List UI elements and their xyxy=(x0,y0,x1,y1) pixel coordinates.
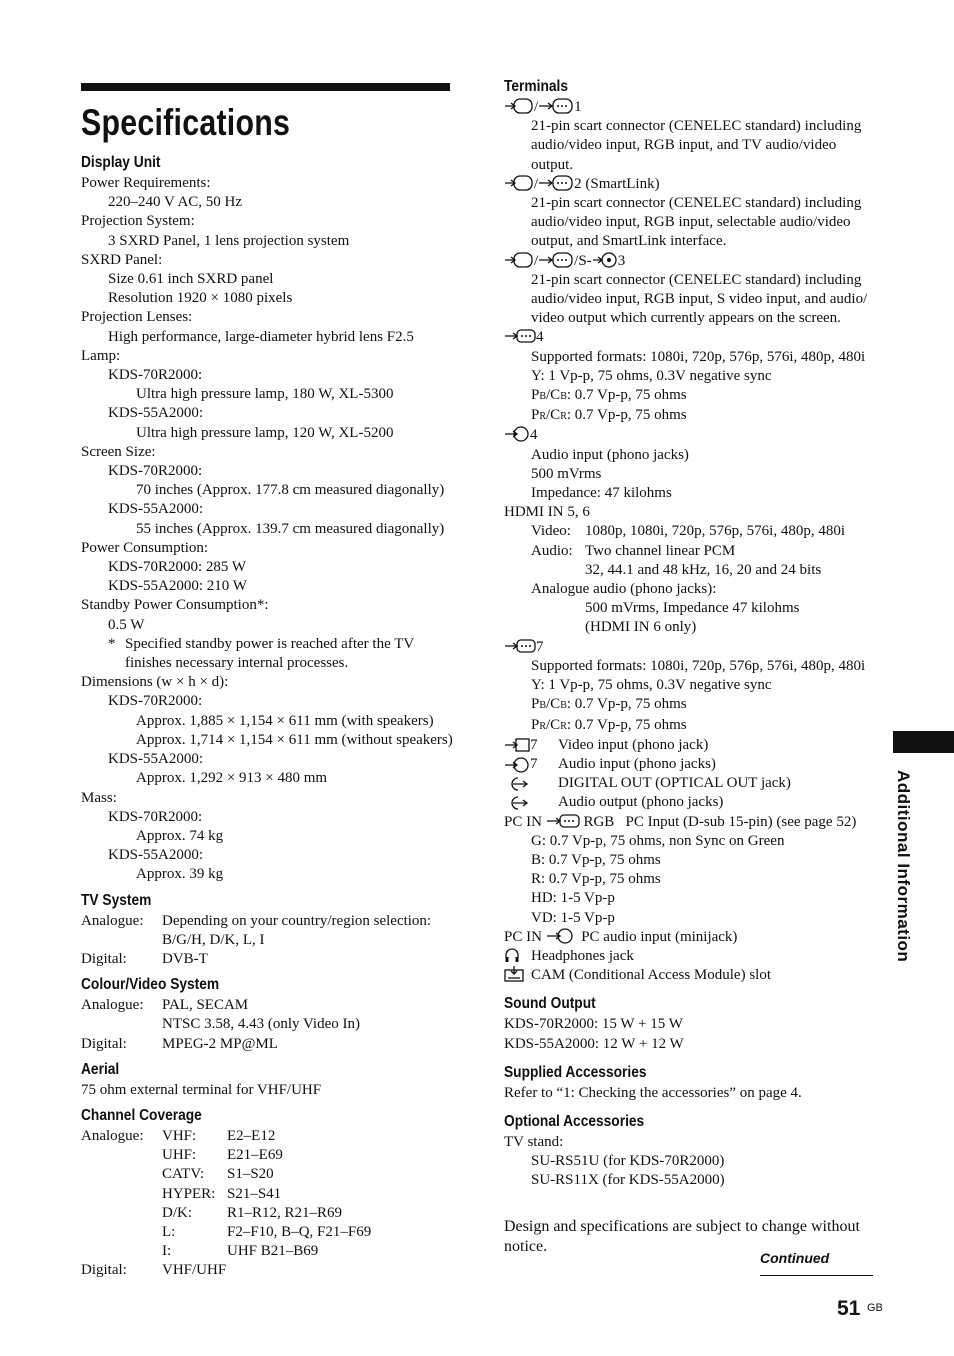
terminal-number: 4 xyxy=(530,427,538,444)
cam-slot-icon xyxy=(504,966,524,982)
terminal-number: 4 xyxy=(536,329,544,346)
pc-in-rgb: RGB xyxy=(583,813,615,830)
continued-rule xyxy=(760,1275,873,1276)
band-name: CATV: xyxy=(162,1166,205,1183)
band-range: E2–E12 xyxy=(227,1127,276,1144)
spec-value: KDS-55A2000: 210 W xyxy=(108,578,247,595)
spec-label: Digital: xyxy=(81,1262,127,1279)
terminal-number: 7 xyxy=(536,638,544,655)
s-video-label: /S- xyxy=(574,252,592,269)
channel-band-row xyxy=(81,1242,451,1261)
spec-model: KDS-70R2000: xyxy=(108,463,203,480)
headphones-row xyxy=(504,947,879,966)
terminal-spec: Supported formats: 1080i, 720p, 576p, 576i, 480p, 480i xyxy=(531,657,866,674)
terminal-description: CAM (Conditional Access Module) slot xyxy=(531,967,771,984)
terminal-spec: VD: 1-5 Vp-p xyxy=(531,909,615,926)
spec-value: PAL, SECAM xyxy=(162,997,249,1014)
closing-note: Design and specifications are subject to change without notice. xyxy=(504,1217,860,1255)
spec-value: 32, 44.1 and 48 kHz, 16, 20 and 24 bits xyxy=(585,561,822,578)
spec-row xyxy=(81,912,451,931)
channel-band-row xyxy=(81,1204,451,1223)
spec-value: Approx. 1,292 × 913 × 480 mm xyxy=(136,770,328,787)
spec-model: KDS-70R2000: xyxy=(108,367,203,384)
terminal-spec: PB/CB: 0.7 Vp-p, 75 ohms xyxy=(531,696,687,713)
hdmi-label: HDMI IN 5, 6 xyxy=(504,504,590,521)
side-tab-marker xyxy=(893,731,954,753)
spec-value: (HDMI IN 6 only) xyxy=(585,619,697,636)
pc-audio-row xyxy=(504,928,879,947)
channel-band-row xyxy=(81,1185,451,1204)
channel-band-row xyxy=(81,1165,451,1184)
terminal-spec: Supported formats: 1080i, 720p, 576p, 576i, 480p, 480i xyxy=(531,348,866,365)
page-number: 51 xyxy=(837,1297,861,1320)
spec-label: Digital: xyxy=(81,950,127,967)
band-range: F2–F10, B–Q, F21–F69 xyxy=(227,1223,372,1240)
spec-model: KDS-70R2000: xyxy=(108,693,203,710)
band-name: L: xyxy=(162,1223,176,1240)
spec-model: KDS-55A2000: xyxy=(108,405,204,422)
spec-row xyxy=(81,950,451,969)
av-out-scart-icon xyxy=(538,252,574,268)
audio-output-icon xyxy=(504,795,530,811)
spec-model: KDS-55A2000: xyxy=(108,501,204,518)
spec-value: 500 mVrms, Impedance 47 kilohms xyxy=(585,600,800,617)
spec-value: NTSC 3.58, 4.43 (only Video In) xyxy=(162,1016,360,1033)
heading-channel-coverage: Channel Coverage xyxy=(81,1106,202,1124)
spec-value: Refer to “1: Checking the accessories” on page 4. xyxy=(504,1084,802,1101)
terminal-description: Headphones jack xyxy=(531,947,634,964)
spec-row xyxy=(81,1035,451,1054)
terminal-7-audio-row xyxy=(504,755,879,774)
terminal-spec: 500 mVrms xyxy=(531,465,602,482)
terminal-description: DIGITAL OUT (OPTICAL OUT jack) xyxy=(558,775,791,792)
continued-label: Continued xyxy=(760,1250,830,1266)
spec-value: DVB-T xyxy=(162,950,208,967)
spec-row xyxy=(504,542,879,561)
terminal-spec: Y: 1 Vp-p, 75 ohms, 0.3V negative sync xyxy=(531,677,772,694)
left-column xyxy=(81,83,451,1281)
footnote-text: Specified standby power is reached after the TV finishes necessary internal processes. xyxy=(125,635,414,672)
av-out-scart-icon xyxy=(538,98,574,114)
spec-label: Mass: xyxy=(81,789,117,806)
terminal-description: 21-pin scart connector (CENELEC standard) including audio/video input, RGB input, selectable audio/video output, and SmartLink interface. xyxy=(531,195,862,250)
spec-label: Screen Size: xyxy=(81,443,156,460)
page-suffix: GB xyxy=(867,1302,883,1314)
spec-value: Approx. 39 kg xyxy=(136,866,224,883)
spec-value: Ultra high pressure lamp, 180 W, XL-5300 xyxy=(136,386,394,403)
spec-label: Audio: xyxy=(531,542,573,559)
spec-label: Standby Power Consumption*: xyxy=(81,597,269,614)
heading-sound-output: Sound Output xyxy=(504,995,596,1013)
spec-model: KDS-70R2000: xyxy=(108,808,203,825)
spec-label: Lamp: xyxy=(81,347,121,364)
audio-output-row xyxy=(504,793,879,812)
band-range: S21–S41 xyxy=(227,1185,282,1202)
spec-value: B/G/H, D/K, L, I xyxy=(162,931,265,948)
terminal-description: Audio output (phono jacks) xyxy=(558,794,724,811)
spec-label: SXRD Panel: xyxy=(81,251,163,268)
headphones-icon xyxy=(504,947,520,963)
terminal-2-row: / 2 (SmartLink) xyxy=(504,175,879,194)
spec-value: Depending on your country/region selection: xyxy=(162,912,432,929)
terminal-description: Video input (phono jack) xyxy=(558,736,709,753)
spec-label: Analogue: xyxy=(81,912,144,929)
terminal-description: 21-pin scart connector (CENELEC standard) including audio/video input, RGB input, S video input, and audio/ video output which currently appears on the screen. xyxy=(531,271,868,327)
video-input-icon xyxy=(504,737,530,753)
spec-value: KDS-70R2000: 15 W + 15 W xyxy=(504,1016,683,1033)
spec-value: 220–240 V AC, 50 Hz xyxy=(108,194,243,211)
title-rule xyxy=(81,83,450,91)
band-name: D/K: xyxy=(162,1204,192,1221)
band-range: E21–E69 xyxy=(227,1147,283,1164)
spec-label: Analogue: xyxy=(81,1127,144,1144)
terminal-spec: HD: 1-5 Vp-p xyxy=(531,890,615,907)
terminal-spec: Impedance: 47 kilohms xyxy=(531,485,672,502)
spec-value: Ultra high pressure lamp, 120 W, XL-5200 xyxy=(136,424,394,441)
right-column xyxy=(504,76,879,1257)
spec-value: Approx. 1,714 × 1,154 × 611 mm (without speakers) xyxy=(136,731,453,748)
spec-row xyxy=(81,1261,451,1280)
spec-value: SU-RS11X (for KDS-55A2000) xyxy=(531,1172,725,1189)
spec-value: VHF/UHF xyxy=(162,1262,227,1279)
channel-band-list xyxy=(81,1127,451,1261)
band-range: S1–S20 xyxy=(227,1166,274,1183)
terminal-7-component-row xyxy=(504,638,879,657)
side-tab-label: Additional Information xyxy=(894,770,913,963)
pc-in-row xyxy=(504,813,879,832)
spec-value: Approx. 74 kg xyxy=(136,827,224,844)
terminal-number: 1 xyxy=(574,99,582,115)
heading-display-unit: Display Unit xyxy=(81,154,161,171)
terminal-number: 7 xyxy=(530,755,538,772)
av-in-out-scart-icon xyxy=(504,175,534,191)
component-video-input-icon xyxy=(504,638,536,654)
av-in-out-scart-icon xyxy=(504,252,534,268)
spec-label: Power Consumption: xyxy=(81,539,209,556)
spec-value: 75 ohm external terminal for VHF/UHF xyxy=(81,1081,322,1098)
terminal-spec: PR/CR: 0.7 Vp-p, 75 ohms xyxy=(531,407,687,424)
spec-label: Dimensions (w × h × d): xyxy=(81,674,229,691)
spec-value: High performance, large-diameter hybrid lens F2.5 xyxy=(108,328,414,345)
terminal-4-component-row xyxy=(504,328,879,347)
spec-label: Digital: xyxy=(81,1035,127,1052)
terminal-spec: B: 0.7 Vp-p, 75 ohms xyxy=(531,851,661,868)
spec-value: KDS-70R2000: 285 W xyxy=(108,559,247,576)
terminal-spec: G: 0.7 Vp-p, 75 ohms, non Sync on Green xyxy=(531,832,785,849)
heading-optional-accessories: Optional Accessories xyxy=(504,1112,645,1130)
audio-input-icon xyxy=(504,426,530,442)
channel-band-row xyxy=(81,1223,451,1242)
heading-supplied-accessories: Supplied Accessories xyxy=(504,1063,647,1081)
terminal-spec: PR/CR: 0.7 Vp-p, 75 ohms xyxy=(531,716,687,733)
spec-label: Power Requirements: xyxy=(81,175,211,191)
channel-band-row xyxy=(81,1127,451,1146)
terminal-description: PC Input (D-sub 15-pin) (see page 52) xyxy=(625,813,857,830)
spec-value: 3 SXRD Panel, 1 lens projection system xyxy=(108,232,350,249)
spec-model: KDS-55A2000: xyxy=(108,847,204,864)
heading-tv-system: TV System xyxy=(81,891,152,909)
heading-colour-video-system: Colour/Video System xyxy=(81,976,220,994)
component-video-input-icon xyxy=(504,328,536,344)
band-name: I: xyxy=(162,1243,172,1260)
heading-aerial: Aerial xyxy=(81,1060,120,1078)
optical-output-icon xyxy=(504,776,530,792)
band-range: R1–R12, R21–R69 xyxy=(227,1204,343,1221)
spec-value: Size 0.61 inch SXRD panel xyxy=(108,271,274,288)
spec-label: Analogue audio (phono jacks): xyxy=(531,581,717,598)
spec-row xyxy=(81,1015,451,1034)
spec-row xyxy=(81,931,451,950)
band-range: UHF B21–B69 xyxy=(227,1243,319,1260)
spec-model: KDS-55A2000: xyxy=(108,751,204,768)
channel-band-row xyxy=(81,1146,451,1165)
spec-value: 55 inches (Approx. 139.7 cm measured diagonally) xyxy=(136,520,445,537)
audio-input-icon xyxy=(504,757,530,773)
footnote-star: * xyxy=(108,635,116,652)
spec-row xyxy=(504,522,879,541)
spec-value: Approx. 1,885 × 1,154 × 611 mm (with speakers) xyxy=(136,712,434,729)
audio-input-icon xyxy=(546,928,574,944)
terminal-description: PC audio input (minijack) xyxy=(581,928,738,945)
spec-label: Analogue: xyxy=(81,997,144,1014)
spec-value: 0.5 W xyxy=(108,616,145,633)
terminal-number: 3 xyxy=(617,252,626,269)
av-in-out-scart-icon xyxy=(504,98,534,114)
terminal-number: 2 (SmartLink) xyxy=(574,175,660,192)
pc-input-icon xyxy=(546,813,580,829)
av-out-scart-icon xyxy=(538,175,574,191)
spec-value: 70 inches (Approx. 177.8 cm measured diagonally) xyxy=(136,482,445,499)
terminal-description: 21-pin scart connector (CENELEC standard) including audio/video input, RGB input, and TV audio/video output. xyxy=(531,118,862,173)
pc-in-label: PC IN xyxy=(504,928,542,945)
terminal-spec: PB/CB: 0.7 Vp-p, 75 ohms xyxy=(531,387,687,404)
s-video-input-icon xyxy=(592,252,618,268)
terminal-4-audio-row xyxy=(504,426,879,445)
spec-value: Two channel linear PCM xyxy=(585,542,736,559)
terminal-1-row: / 1 xyxy=(504,98,879,117)
spec-label: TV stand: xyxy=(504,1133,564,1150)
terminal-spec: R: 0.7 Vp-p, 75 ohms xyxy=(531,871,661,888)
digital-out-row xyxy=(504,774,879,793)
terminal-spec: Y: 1 Vp-p, 75 ohms, 0.3V negative sync xyxy=(531,367,772,384)
terminal-7-video-row xyxy=(504,736,879,755)
spec-value: MPEG-2 MP@ML xyxy=(162,1035,278,1052)
terminal-description: Audio input (phono jacks) xyxy=(558,755,716,772)
terminal-spec: Audio input (phono jacks) xyxy=(531,446,689,463)
spec-value: Resolution 1920 × 1080 pixels xyxy=(108,290,293,307)
pc-in-label: PC IN xyxy=(504,813,542,830)
spec-value: 1080p, 1080i, 720p, 576p, 576i, 480p, 480i xyxy=(585,523,846,540)
terminal-number: 7 xyxy=(530,736,538,753)
band-name: VHF: xyxy=(162,1127,197,1144)
spec-label: Projection Lenses: xyxy=(81,309,193,326)
spec-row xyxy=(81,996,451,1015)
spec-value: KDS-55A2000: 12 W + 12 W xyxy=(504,1035,684,1052)
heading-terminals: Terminals xyxy=(504,78,568,95)
cam-row xyxy=(504,966,879,985)
footnote xyxy=(81,635,451,673)
band-name: UHF: xyxy=(162,1147,197,1164)
terminal-3-row: / /S- 3 xyxy=(504,252,879,271)
page-title: Specifications xyxy=(81,102,291,143)
spec-label: Projection System: xyxy=(81,213,195,230)
spec-label: Video: xyxy=(531,523,571,540)
band-name: HYPER: xyxy=(162,1185,216,1202)
spec-value: SU-RS51U (for KDS-70R2000) xyxy=(531,1153,725,1170)
